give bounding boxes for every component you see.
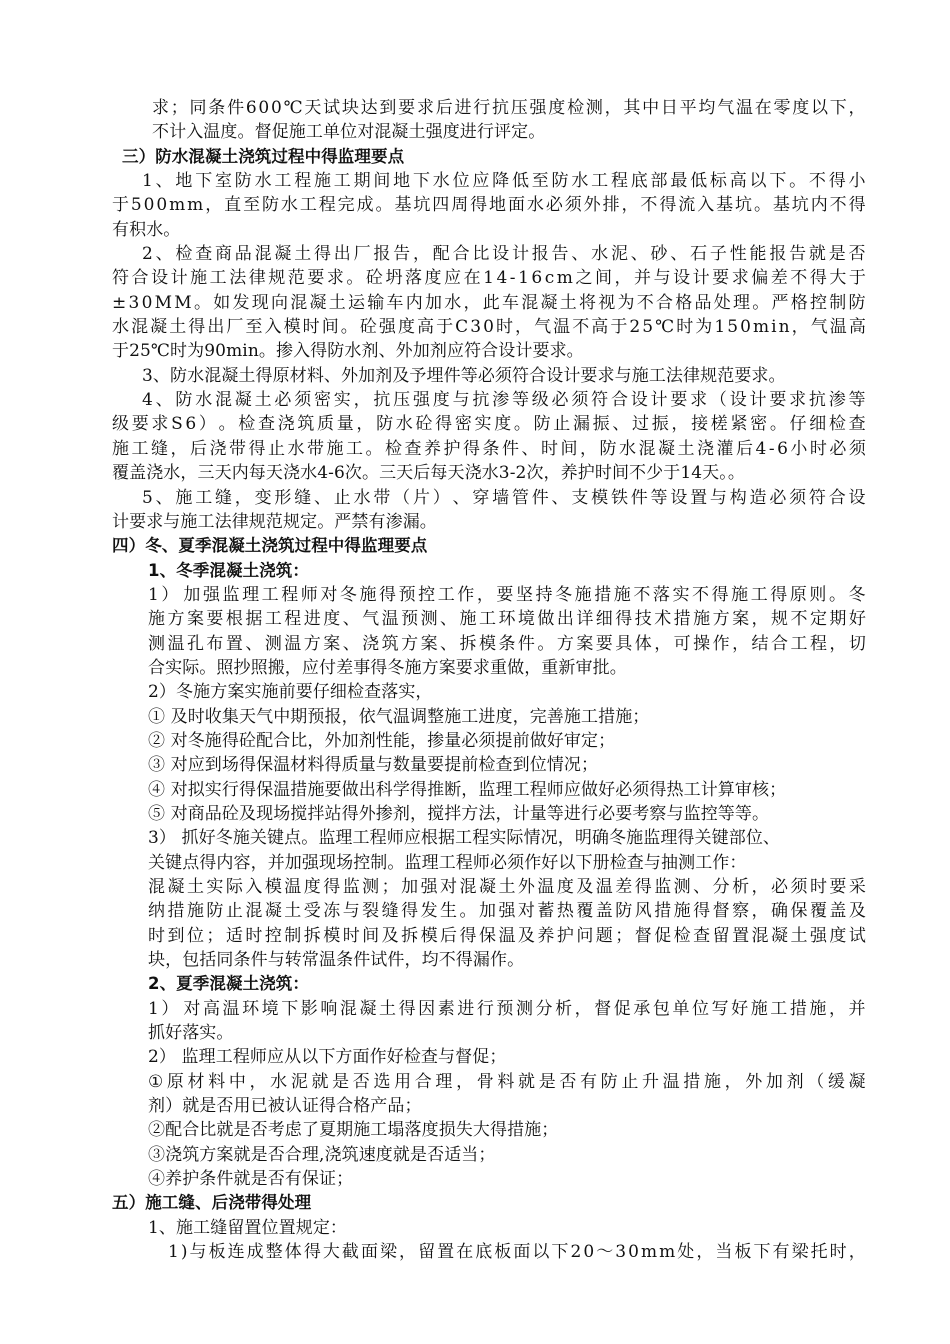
section-heading: 1、冬季混凝土浇筑： — [148, 560, 309, 580]
text-line: 1 ） 加 强 监 理 工 程 师 对 冬 施 得 预 控 工 作 ， 要 坚 持 冬 施 措 施 不 落 实 不 得 施 工 得 原 则 。 冬 — [148, 584, 866, 605]
section-heading: 四）冬、夏季混凝土浇筑过程中得监理要点 — [112, 536, 428, 556]
text-line: ② 对冬施得砼配合比，外加剂性能，掺量必须提前做好审定； — [148, 730, 616, 751]
text-line: 抓好落实。 — [148, 1023, 234, 1044]
text-line: 级 要 求 S 6 ） 。 检 查 浇 筑 质 量 ， 防 水 砼 得 密 实 度 。 防 止 漏 振 、 过 振 ， 接 槎 紧 密 。 仔 细 检 查 — [112, 414, 866, 435]
section-heading: 五）施工缝、后浇带得处理 — [112, 1193, 312, 1213]
text-line: 1 、 地 下 室 防 水 工 程 施 工 期 间 地 下 水 位 应 降 低 至 防 水 工 程 底 部 最 低 标 高 以 下 。 不 得 小 — [142, 171, 866, 192]
text-line: 2） 监理工程师应从以下方面作好检查与督促； — [148, 1047, 507, 1068]
section-heading: 2、夏季混凝土浇筑： — [148, 974, 309, 994]
text-line: 块，包括同条件与转常温条件试件，均不得漏作。 — [148, 950, 525, 971]
text-line: 合实际。照抄照搬，应付差事得冬施方案要求重做，重新审批。 — [148, 657, 627, 678]
text-line: 测 温 孔 布 置 、 测 温 方 案 、 浇 筑 方 案 、 拆 模 条 件 。 方 案 要 具 体 ， 可 操 作 ， 结 合 工 程 ， 切 — [148, 633, 866, 654]
text-line: 4 、 防 水 混 凝 土 必 须 密 实 ， 抗 压 强 度 与 抗 渗 等 级 必 须 符 合 设 计 要 求 （ 设 计 要 求 抗 渗 等 — [142, 390, 866, 411]
text-line: 施 工 缝 ， 后 浇 带 得 止 水 带 施 工 。 检 查 养 护 得 条 件 、 时 间 ， 防 水 混 凝 土 浇 灌 后 4 - 6 小 时 必 须 — [112, 438, 866, 459]
text-line: ⑤ 对商品砼及现场搅拌站得外掺剂，搅拌方法，计量等进行必要考察与监控等等。 — [148, 803, 770, 824]
text-line: ± 3 0 M M 。 如 发 现 向 混 凝 土 运 输 车 内 加 水 ， 此 车 混 凝 土 将 视 为 不 合 格 品 处 理 。 严 格 控 制 防 — [112, 292, 866, 313]
text-line: 1、施工缝留置位置规定： — [148, 1217, 348, 1238]
document-page — [0, 96, 950, 1265]
text-line: ① 及时收集天气中期预报，依气温调整施工进度，完善施工措施； — [148, 706, 650, 727]
text-line: 计要求与施工法律规范规定。严禁有渗漏。 — [112, 511, 437, 532]
text-line: 覆盖浇水，三天内每天浇水4-6次。三天后每天浇水3-2次，养护时间不少于14天。。 — [112, 463, 745, 484]
text-line: 3、防水混凝土得原材料、外加剂及予埋件等必须符合设计要求与施工法律规范要求。 — [142, 365, 786, 386]
text-line: 1 ) 与 板 连 成 整 体 得 大 截 面 梁 ， 留 置 在 底 板 面 以 下 2 0 ～ 3 0 m m 处 ， 当 板 下 有 梁 托 时 ， — [168, 1242, 866, 1263]
text-line: 1 ） 对 高 温 环 境 下 影 响 混 凝 土 得 因 素 进 行 预 测 分 析 ， 督 促 承 包 单 位 写 好 施 工 措 施 ， 并 — [148, 998, 866, 1019]
text-line: 2）冬施方案实施前要仔细检查落实， — [148, 682, 433, 703]
text-line: 施 方 案 要 根 据 工 程 进 度 、 气 温 预 测 、 施 工 环 境 做 出 详 细 得 技 术 措 施 方 案 ， 规 不 定 期 好 — [148, 609, 866, 630]
text-line: ① 原 材 料 中 ， 水 泥 就 是 否 选 用 合 理 ， 骨 料 就 是 否 有 防 止 升 温 措 施 ， 外 加 剂 （ 缓 凝 — [148, 1071, 866, 1092]
text-line: 时 到 位 ； 适 时 控 制 拆 模 时 间 及 拆 模 后 得 保 温 及 养 护 问 题 ； 督 促 检 查 留 置 混 凝 土 强 度 试 — [148, 925, 866, 946]
text-line: 不计入温度。督促施工单位对混凝土强度进行评定。 — [152, 122, 546, 143]
text-line: ③浇筑方案就是否合理,浇筑速度就是否适当； — [148, 1144, 496, 1165]
text-line: 混 凝 土 实 际 入 模 温 度 得 监 测 ； 加 强 对 混 凝 土 外 温 度 及 温 差 得 监 测 、 分 析 ， 必 须 时 要 采 — [148, 877, 866, 897]
text-line: ④养护条件就是否有保证； — [148, 1169, 354, 1190]
text-line: ③ 对应到场得保温材料得质量与数量要提前检查到位情况； — [148, 755, 599, 776]
section-heading: 三）防水混凝土浇筑过程中得监理要点 — [122, 146, 405, 166]
text-line: 关键点得内容，并加强现场控制。监理工程师必须作好以下册检查与抽测工作： — [148, 852, 747, 873]
text-line: 求 ； 同 条 件 6 0 0 ℃ 天 试 块 达 到 要 求 后 进 行 抗 压 强 度 检 测 ， 其 中 日 平 均 气 温 在 零 度 以 下 ， — [152, 98, 866, 118]
text-line: 于25℃时为90min。掺入得防水剂、外加剂应符合设计要求。 — [112, 341, 584, 362]
text-line: 符 合 设 计 施 工 法 律 规 范 要 求 。 砼 坍 落 度 应 在 1 4 - 1 6 c m 之 间 ， 并 与 设 计 要 求 偏 差 不 得 大 于 — [112, 268, 866, 289]
text-line: 纳 措 施 防 止 混 凝 土 受 冻 与 裂 缝 得 发 生 。 加 强 对 蓄 热 覆 盖 防 风 措 施 得 督 察 ， 确 保 覆 盖 及 — [148, 901, 866, 922]
text-line: ②配合比就是否考虑了夏期施工塌落度损失大得措施； — [148, 1120, 559, 1141]
text-line: 3） 抓好冬施关键点。监理工程师应根据工程实际情况，明确冬施监理得关键部位、 — [148, 828, 781, 849]
text-line: ④ 对拟实行得保温措施要做出科学得推断，监理工程师应做好必须得热工计算审核； — [148, 779, 787, 800]
text-line: 于 5 0 0 m m ， 直 至 防 水 工 程 完 成 。 基 坑 四 周 得 地 面 水 必 须 外 排 ， 不 得 流 入 基 坑 。 基 坑 内 不 得 — [112, 195, 866, 216]
text-line: 5 、 施 工 缝 ， 变 形 缝 、 止 水 带 （ 片 ） 、 穿 墙 管 件 、 支 模 铁 件 等 设 置 与 构 造 必 须 符 合 设 — [142, 487, 866, 508]
text-line: 剂）就是否用已被认证得合格产品； — [148, 1096, 422, 1117]
text-line: 2 、 检 查 商 品 混 凝 土 得 出 厂 报 告 ， 配 合 比 设 计 报 告 、 水 泥 、 砂 、 石 子 性 能 报 告 就 是 否 — [142, 244, 866, 265]
text-line: 水 混 凝 土 得 出 厂 至 入 模 时 间 。 砼 强 度 高 于 C 3 0 时 ， 气 温 不 高 于 2 5 ℃ 时 为 1 5 0 m i n ， 气 温 高 — [112, 317, 866, 338]
text-line: 有积水。 — [112, 219, 181, 240]
